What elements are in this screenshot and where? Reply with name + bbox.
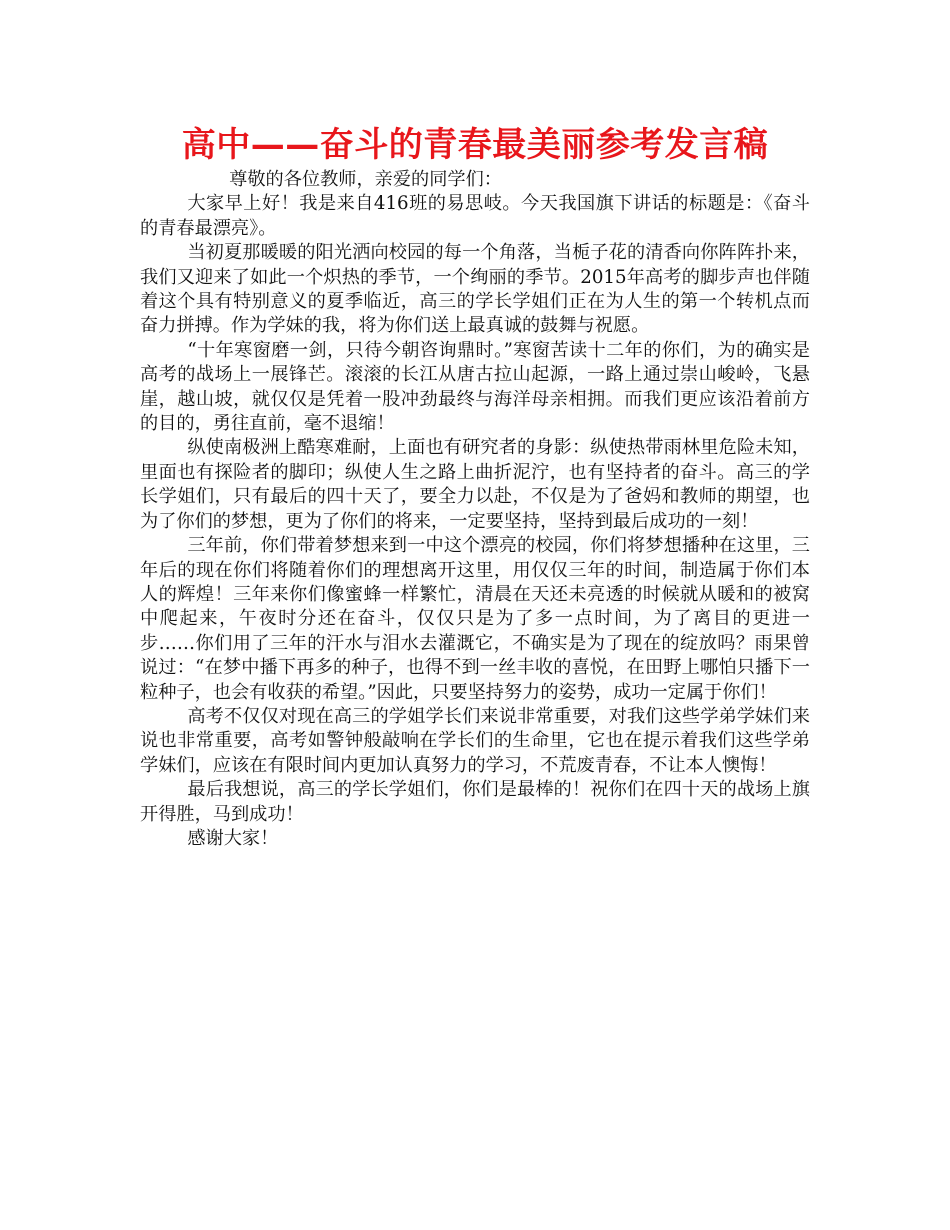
paragraph-three-years: 三年前，你们带着梦想来到一中这个漂亮的校园，你们将梦想播种在这里，三年后的现在你们将随着你们的理想离开这里，用仅仅三年的时间，制造属于你们本人的辉煌！三年来你们像蜜蜂一样繁忙，清晨在天还未亮透的时候就从暖和的被窝中爬起来，午夜时分还在奋斗，仅仅只是为了多一点时间，为了离目的更进一步……你们用了三年的汗水与泪水去灌溉它，不确实是为了现在的绽放吗？雨果曾说过：“在梦中播下再多的种子，也得不到一丝丰收的喜悦，在田野上哪怕只播下一粒种子，也会有收获的希望。”因此，只要坚持努力的姿势，成功一定属于你们！	[140, 535, 810, 703]
document-title: 高中——奋斗的青春最美丽参考发言稿	[181, 125, 769, 165]
paragraph-thanks: 感谢大家！	[187, 827, 279, 849]
document-body	[140, 168, 810, 851]
paragraph-perseverance: 纵使南极洲上酷寒难耐，上面也有研究者的身影：纵使热带雨林里危险未知，里面也有探险者的脚印；纵使人生之路上曲折泥泞，也有坚持者的奋斗。高三的学长学姐们，只有最后的四十天了，要全力以赴，不仅是为了爸妈和教师的期望，也为了你们的梦想，更为了你们的将来，一定要坚持，坚持到最后成功的一刻！	[140, 437, 810, 532]
paragraph-greeting: 大家早上好！我是来自416班的易思岐。今天我国旗下讲话的标题是：《奋斗的青春最漂亮》。	[140, 193, 810, 239]
paragraph-ten-years: “十年寒窗磨一剑，只待今朝咨询鼎时。”寒窗苦读十二年的你们，为的确实是高考的战场上一展锋芒。滚滚的长江从唐古拉山起源，一路上通过崇山峻岭，飞悬崖，越山坡，就仅仅是凭着一股冲劲最终与海洋母亲相拥。而我们更应该沿着前方的目的，勇往直前，毫不退缩！	[140, 339, 810, 435]
paragraph-closing-wish: 最后我想说，高三的学长学姐们，你们是最棒的！祝你们在四十天的战场上旗开得胜，马到成功！	[140, 779, 810, 825]
paragraph-early-summer: 当初夏那暖暖的阳光洒向校园的每一个角落，当栀子花的清香向你阵阵扑来，我们又迎来了如此一个炽热的季节，一个绚丽的季节。2015年高考的脚步声也伴随着这个具有特别意义的夏季临近，高三的学长学姐们正在为人生的第一个转机点而奋力拼搏。作为学妹的我，将为你们送上最真诚的鼓舞与祝愿。	[140, 242, 810, 337]
paragraph-importance: 高考不仅仅对现在高三的学姐学长们来说非常重要，对我们这些学弟学妹们来说也非常重要，高考如警钟般敲响在学长们的生命里，它也在提示着我们这些学弟学妹们，应该在有限时间内更加认真努力的学习，不荒废青春，不让本人懊悔！	[140, 705, 810, 776]
paragraph-salutation: 尊敬的各位教师，亲爱的同学们：	[229, 169, 502, 190]
